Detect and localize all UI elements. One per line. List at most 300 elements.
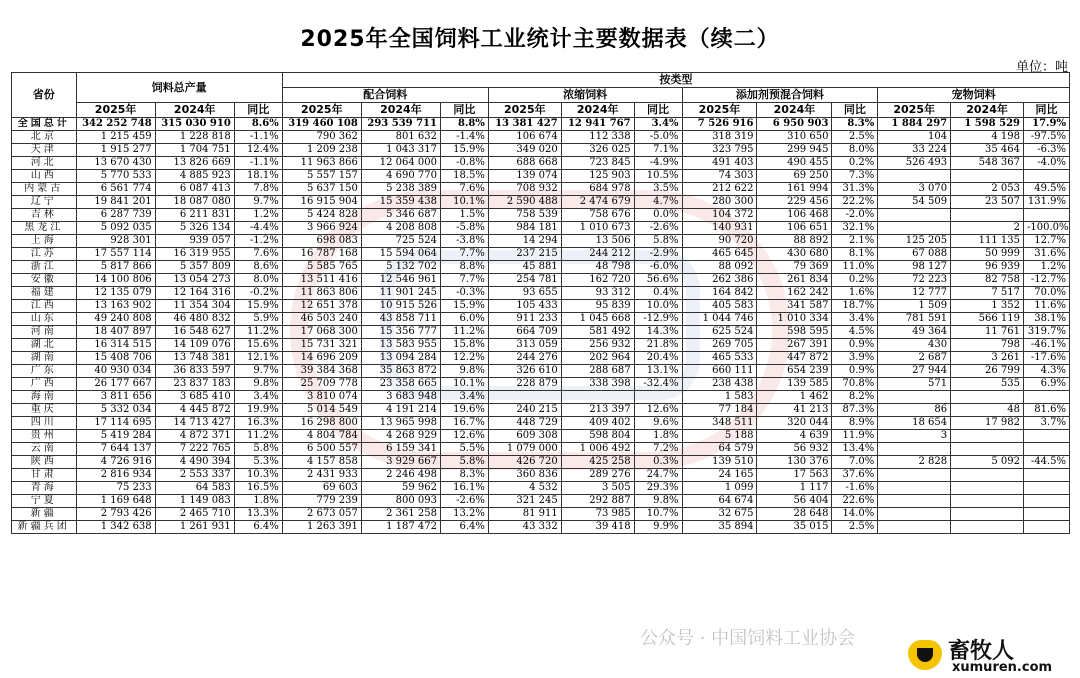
value-cell: 13.1% xyxy=(634,365,682,378)
value-cell: 12.7% xyxy=(1024,235,1070,248)
value-cell: 125 205 xyxy=(878,235,951,248)
value-cell: 3.4% xyxy=(234,391,282,404)
value-cell: -2.9% xyxy=(634,248,682,261)
value-cell: 1 006 492 xyxy=(561,443,634,456)
value-cell: 14.3% xyxy=(634,326,682,339)
header-yoy: 同比 xyxy=(440,103,488,118)
value-cell: 13 506 xyxy=(561,235,634,248)
value-cell: 69 603 xyxy=(282,482,361,495)
value-cell: 25 709 778 xyxy=(282,378,361,391)
value-cell: 984 181 xyxy=(488,222,561,235)
value-cell: 27 944 xyxy=(878,365,951,378)
value-cell: 7 222 765 xyxy=(155,443,234,456)
value-cell: 11.2% xyxy=(234,326,282,339)
value-cell: 106 468 xyxy=(757,209,832,222)
province-cell: 新疆兵团 xyxy=(12,521,77,534)
value-cell: 360 836 xyxy=(488,469,561,482)
value-cell: 11.2% xyxy=(234,430,282,443)
value-cell: 490 455 xyxy=(757,157,832,170)
value-cell: 9.7% xyxy=(234,196,282,209)
value-cell: 9.7% xyxy=(234,365,282,378)
value-cell: 16 314 515 xyxy=(76,339,155,352)
value-cell: 35 464 xyxy=(951,144,1024,157)
value-cell: 35 894 xyxy=(682,521,757,534)
value-cell: 1 149 083 xyxy=(155,495,234,508)
value-cell: 526 493 xyxy=(878,157,951,170)
value-cell: 15.6% xyxy=(234,339,282,352)
value-cell: 571 xyxy=(878,378,951,391)
table-row xyxy=(12,248,1070,261)
value-cell: 654 239 xyxy=(757,365,832,378)
value-cell: 8.9% xyxy=(832,417,878,430)
value-cell: 10.1% xyxy=(440,378,488,391)
table-row xyxy=(12,144,1070,157)
header-pet: 宠物饲料 xyxy=(878,88,1070,103)
table-row xyxy=(12,482,1070,495)
table-row xyxy=(12,261,1070,274)
value-cell: 1 342 638 xyxy=(76,521,155,534)
value-cell: 3 685 410 xyxy=(155,391,234,404)
value-cell: 8.1% xyxy=(832,248,878,261)
value-cell: 64 674 xyxy=(682,495,757,508)
value-cell: 6 561 774 xyxy=(76,183,155,196)
value-cell: 5 326 134 xyxy=(155,222,234,235)
value-cell: 15.9% xyxy=(440,144,488,157)
value-cell: 35 015 xyxy=(757,521,832,534)
value-cell: 2 816 934 xyxy=(76,469,155,482)
value-cell: 581 492 xyxy=(561,326,634,339)
value-cell: 50 999 xyxy=(951,248,1024,261)
header-year-2025: 2025年 xyxy=(76,103,155,118)
value-cell: 3.9% xyxy=(832,352,878,365)
value-cell: 1 044 746 xyxy=(682,313,757,326)
value-cell: 3 070 xyxy=(878,183,951,196)
value-cell: 75 233 xyxy=(76,482,155,495)
value-cell: 12 164 316 xyxy=(155,287,234,300)
value-cell: 3 811 656 xyxy=(76,391,155,404)
value-cell: 82 758 xyxy=(951,274,1024,287)
province-cell: 吉林 xyxy=(12,209,77,222)
value-cell: 13 670 430 xyxy=(76,157,155,170)
value-cell: 139 510 xyxy=(682,456,757,469)
value-cell: 409 402 xyxy=(561,417,634,430)
value-cell: 40 930 034 xyxy=(76,365,155,378)
value-cell: 18.5% xyxy=(440,170,488,183)
value-cell: -6.3% xyxy=(1024,144,1070,157)
header-year-2025: 2025年 xyxy=(878,103,951,118)
header-year-2025: 2025年 xyxy=(682,103,757,118)
value-cell xyxy=(951,508,1024,521)
value-cell: 326 610 xyxy=(488,365,561,378)
value-cell: 9.8% xyxy=(440,365,488,378)
value-cell: 465 645 xyxy=(682,248,757,261)
value-cell: 16.3% xyxy=(234,417,282,430)
value-cell: 11 963 866 xyxy=(282,157,361,170)
table-row xyxy=(12,391,1070,404)
value-cell: 0.3% xyxy=(634,456,682,469)
province-cell: 青海 xyxy=(12,482,77,495)
value-cell: -17.6% xyxy=(1024,352,1070,365)
value-cell: 625 524 xyxy=(682,326,757,339)
value-cell: 6 287 739 xyxy=(76,209,155,222)
value-cell: 8.0% xyxy=(832,144,878,157)
value-cell: 292 887 xyxy=(561,495,634,508)
value-cell: 41 213 xyxy=(757,404,832,417)
value-cell: 2 053 xyxy=(951,183,1024,196)
value-cell: 140 931 xyxy=(682,222,757,235)
value-cell: 6.0% xyxy=(440,313,488,326)
province-cell: 湖南 xyxy=(12,352,77,365)
value-cell: 15.9% xyxy=(234,300,282,313)
value-cell: 0.2% xyxy=(832,157,878,170)
value-cell: 5.8% xyxy=(634,235,682,248)
value-cell: 17.9% xyxy=(1024,118,1070,131)
value-cell: 5.9% xyxy=(234,313,282,326)
value-cell: 465 533 xyxy=(682,352,757,365)
value-cell: 81 911 xyxy=(488,508,561,521)
value-cell: 4 726 916 xyxy=(76,456,155,469)
value-cell: 447 872 xyxy=(757,352,832,365)
value-cell: 321 245 xyxy=(488,495,561,508)
value-cell: 237 215 xyxy=(488,248,561,261)
value-cell: 19.6% xyxy=(440,404,488,417)
value-cell: 1.5% xyxy=(440,209,488,222)
value-cell: 341 587 xyxy=(757,300,832,313)
value-cell: 1 228 818 xyxy=(155,131,234,144)
value-cell: 660 111 xyxy=(682,365,757,378)
value-cell: 7.8% xyxy=(234,183,282,196)
value-cell: 1 010 673 xyxy=(561,222,634,235)
value-cell: 3.4% xyxy=(832,313,878,326)
value-cell: -4.9% xyxy=(634,157,682,170)
province-cell: 黑龙江 xyxy=(12,222,77,235)
value-cell: 11.9% xyxy=(832,430,878,443)
value-cell: 45 881 xyxy=(488,261,561,274)
value-cell: 5 585 765 xyxy=(282,261,361,274)
header-yoy: 同比 xyxy=(832,103,878,118)
value-cell xyxy=(1024,521,1070,534)
value-cell: 10.5% xyxy=(634,170,682,183)
value-cell: 56.6% xyxy=(634,274,682,287)
value-cell: 758 676 xyxy=(561,209,634,222)
value-cell: 1 583 xyxy=(682,391,757,404)
value-cell xyxy=(1024,209,1070,222)
value-cell xyxy=(951,469,1024,482)
value-cell xyxy=(1024,170,1070,183)
value-cell: 4 157 858 xyxy=(282,456,361,469)
value-cell: 105 433 xyxy=(488,300,561,313)
value-cell: 2 590 488 xyxy=(488,196,561,209)
header-year-2024: 2024年 xyxy=(757,103,832,118)
header-year-2024: 2024年 xyxy=(951,103,1024,118)
value-cell: 22.2% xyxy=(832,196,878,209)
value-cell: 19.9% xyxy=(234,404,282,417)
value-cell: 319.7% xyxy=(1024,326,1070,339)
value-cell: 405 583 xyxy=(682,300,757,313)
value-cell: 31.3% xyxy=(832,183,878,196)
province-cell: 海南 xyxy=(12,391,77,404)
value-cell: 548 367 xyxy=(951,157,1024,170)
value-cell: 1 043 317 xyxy=(361,144,440,157)
value-cell: 1 884 297 xyxy=(878,118,951,131)
value-cell: 162 720 xyxy=(561,274,634,287)
value-cell: 3 xyxy=(878,430,951,443)
value-cell: 0.0% xyxy=(634,209,682,222)
table-row xyxy=(12,326,1070,339)
province-cell: 福建 xyxy=(12,287,77,300)
value-cell: 267 391 xyxy=(757,339,832,352)
value-cell: 43 332 xyxy=(488,521,561,534)
value-cell: 228 879 xyxy=(488,378,561,391)
table-row xyxy=(12,157,1070,170)
value-cell: 1 169 648 xyxy=(76,495,155,508)
value-cell: 18 087 080 xyxy=(155,196,234,209)
value-cell: 64 579 xyxy=(682,443,757,456)
value-cell: 10.3% xyxy=(234,469,282,482)
value-cell: 315 030 910 xyxy=(155,118,234,131)
value-cell: 15.9% xyxy=(440,300,488,313)
table-row-total xyxy=(12,118,1070,131)
value-cell: 70.0% xyxy=(1024,287,1070,300)
table-row xyxy=(12,313,1070,326)
value-cell: 106 674 xyxy=(488,131,561,144)
value-cell: 12.2% xyxy=(440,352,488,365)
value-cell: 87.3% xyxy=(832,404,878,417)
value-cell: 6.4% xyxy=(234,521,282,534)
value-cell: 46 480 832 xyxy=(155,313,234,326)
value-cell: 39 384 368 xyxy=(282,365,361,378)
value-cell: 320 044 xyxy=(757,417,832,430)
table-row xyxy=(12,430,1070,443)
value-cell: 9.6% xyxy=(634,417,682,430)
value-cell: 1 215 459 xyxy=(76,131,155,144)
value-cell: 5 332 034 xyxy=(76,404,155,417)
brand-cow-icon xyxy=(908,640,942,670)
value-cell: -0.8% xyxy=(440,157,488,170)
unit-label: 单位：吨 xyxy=(1015,60,1068,75)
value-cell: 244 212 xyxy=(561,248,634,261)
value-cell: 244 276 xyxy=(488,352,561,365)
value-cell: 125 903 xyxy=(561,170,634,183)
province-cell: 山西 xyxy=(12,170,77,183)
value-cell: 609 308 xyxy=(488,430,561,443)
value-cell: 1 117 xyxy=(757,482,832,495)
province-cell: 云南 xyxy=(12,443,77,456)
value-cell: 254 781 xyxy=(488,274,561,287)
table-row xyxy=(12,131,1070,144)
value-cell: 4 191 214 xyxy=(361,404,440,417)
province-cell: 上海 xyxy=(12,235,77,248)
value-cell: 14 109 076 xyxy=(155,339,234,352)
value-cell: 5 092 xyxy=(951,456,1024,469)
value-cell: -1.4% xyxy=(440,131,488,144)
value-cell: 342 252 748 xyxy=(76,118,155,131)
province-cell: 新疆 xyxy=(12,508,77,521)
value-cell: 6.4% xyxy=(440,521,488,534)
value-cell: 5 770 533 xyxy=(76,170,155,183)
value-cell: 3 261 xyxy=(951,352,1024,365)
value-cell: -4.0% xyxy=(1024,157,1070,170)
province-cell: 甘肃 xyxy=(12,469,77,482)
province-cell: 广西 xyxy=(12,378,77,391)
value-cell: 326 025 xyxy=(561,144,634,157)
value-cell: 16 548 627 xyxy=(155,326,234,339)
value-cell: 48 798 xyxy=(561,261,634,274)
value-cell: 1.8% xyxy=(634,430,682,443)
value-cell: 9.8% xyxy=(634,495,682,508)
table-row xyxy=(12,300,1070,313)
value-cell: 319 460 108 xyxy=(282,118,361,131)
value-cell: 2 828 xyxy=(878,456,951,469)
value-cell: 0.4% xyxy=(634,287,682,300)
value-cell: 6 211 831 xyxy=(155,209,234,222)
value-cell: -12.7% xyxy=(1024,274,1070,287)
value-cell: 20.4% xyxy=(634,352,682,365)
header-year-2024: 2024年 xyxy=(361,103,440,118)
value-cell: 38.1% xyxy=(1024,313,1070,326)
value-cell: 16 319 955 xyxy=(155,248,234,261)
value-cell: 36 833 597 xyxy=(155,365,234,378)
province-cell: 江苏 xyxy=(12,248,77,261)
value-cell: 7 526 916 xyxy=(682,118,757,131)
value-cell: 37.6% xyxy=(832,469,878,482)
value-cell: 6.9% xyxy=(1024,378,1070,391)
value-cell: 5 557 157 xyxy=(282,170,361,183)
value-cell: 8.3% xyxy=(832,118,878,131)
value-cell: 12.6% xyxy=(634,404,682,417)
province-cell: 北京 xyxy=(12,131,77,144)
table-row xyxy=(12,170,1070,183)
value-cell: 106 651 xyxy=(757,222,832,235)
value-cell: -1.1% xyxy=(234,157,282,170)
value-cell: 7 644 137 xyxy=(76,443,155,456)
value-cell: 16.1% xyxy=(440,482,488,495)
value-cell: 8.8% xyxy=(440,118,488,131)
value-cell: 240 215 xyxy=(488,404,561,417)
value-cell: 5 346 687 xyxy=(361,209,440,222)
value-cell: 3 929 667 xyxy=(361,456,440,469)
value-cell: 4.5% xyxy=(832,326,878,339)
value-cell: 16.7% xyxy=(440,417,488,430)
value-cell: 12.4% xyxy=(234,144,282,157)
value-cell: 3.5% xyxy=(634,183,682,196)
value-cell: 3 683 948 xyxy=(361,391,440,404)
value-cell: 17 982 xyxy=(951,417,1024,430)
value-cell: 13 511 416 xyxy=(282,274,361,287)
brand-url: xumuren.com xyxy=(952,660,1053,675)
value-cell: 21.8% xyxy=(634,339,682,352)
value-cell: 14 100 806 xyxy=(76,274,155,287)
value-cell: 758 539 xyxy=(488,209,561,222)
value-cell: 708 932 xyxy=(488,183,561,196)
table-row xyxy=(12,469,1070,482)
value-cell: 93 312 xyxy=(561,287,634,300)
value-cell: 5 419 284 xyxy=(76,430,155,443)
value-cell: 7.0% xyxy=(832,456,878,469)
value-cell: -5.8% xyxy=(440,222,488,235)
value-cell: 10 915 526 xyxy=(361,300,440,313)
value-cell: 1 261 931 xyxy=(155,521,234,534)
value-cell: 8.6% xyxy=(234,261,282,274)
value-cell: 88 092 xyxy=(682,261,757,274)
value-cell: 7 517 xyxy=(951,287,1024,300)
value-cell: 1.2% xyxy=(1024,261,1070,274)
value-cell: 5 357 809 xyxy=(155,261,234,274)
value-cell: 104 372 xyxy=(682,209,757,222)
value-cell: 7.7% xyxy=(440,248,488,261)
value-cell: 7.6% xyxy=(234,248,282,261)
value-cell: 13 094 284 xyxy=(361,352,440,365)
table-row xyxy=(12,235,1070,248)
header-province: 省份 xyxy=(12,73,77,118)
value-cell: 16 915 904 xyxy=(282,196,361,209)
value-cell xyxy=(951,443,1024,456)
value-cell: 13.2% xyxy=(440,508,488,521)
value-cell xyxy=(951,495,1024,508)
value-cell: 790 362 xyxy=(282,131,361,144)
value-cell xyxy=(951,170,1024,183)
value-cell: 54 509 xyxy=(878,196,951,209)
value-cell: 12 777 xyxy=(878,287,951,300)
value-cell: 684 978 xyxy=(561,183,634,196)
value-cell: 104 xyxy=(878,131,951,144)
value-cell xyxy=(878,391,951,404)
value-cell: -12.9% xyxy=(634,313,682,326)
value-cell: 86 xyxy=(878,404,951,417)
value-cell: 4 490 394 xyxy=(155,456,234,469)
value-cell: 2 673 057 xyxy=(282,508,361,521)
table-row xyxy=(12,339,1070,352)
value-cell: 139 585 xyxy=(757,378,832,391)
value-cell: 4 208 808 xyxy=(361,222,440,235)
value-cell xyxy=(1024,443,1070,456)
value-cell: 0.9% xyxy=(832,365,878,378)
value-cell xyxy=(951,430,1024,443)
value-cell: -5.0% xyxy=(634,131,682,144)
value-cell: 81.6% xyxy=(1024,404,1070,417)
value-cell: 13 826 669 xyxy=(155,157,234,170)
value-cell: -2.6% xyxy=(634,222,682,235)
value-cell: 49 240 808 xyxy=(76,313,155,326)
value-cell: 202 964 xyxy=(561,352,634,365)
value-cell: 23 358 665 xyxy=(361,378,440,391)
value-cell: 293 539 711 xyxy=(361,118,440,131)
value-cell: 1.6% xyxy=(832,287,878,300)
value-cell: 2 793 426 xyxy=(76,508,155,521)
value-cell: -1.2% xyxy=(234,235,282,248)
value-cell: -4.4% xyxy=(234,222,282,235)
value-cell: 32.1% xyxy=(832,222,878,235)
value-cell: 4.7% xyxy=(634,196,682,209)
value-cell: -1.1% xyxy=(234,131,282,144)
value-cell: 23 507 xyxy=(951,196,1024,209)
value-cell: -2.6% xyxy=(440,495,488,508)
value-cell: 0.9% xyxy=(832,339,878,352)
value-cell: 8.8% xyxy=(440,261,488,274)
page-title: 2025年全国饲料工业统计主要数据表（续二） xyxy=(300,27,780,52)
statistics-table xyxy=(11,72,1070,534)
province-cell: 重庆 xyxy=(12,404,77,417)
value-cell: 4 872 371 xyxy=(155,430,234,443)
value-cell: 17 557 114 xyxy=(76,248,155,261)
table-row xyxy=(12,209,1070,222)
header-premix: 添加剂预混合饲料 xyxy=(682,88,878,103)
value-cell: 4 445 872 xyxy=(155,404,234,417)
value-cell: 2 465 710 xyxy=(155,508,234,521)
value-cell: -6.0% xyxy=(634,261,682,274)
value-cell: 6 159 341 xyxy=(361,443,440,456)
value-cell: 1 263 391 xyxy=(282,521,361,534)
